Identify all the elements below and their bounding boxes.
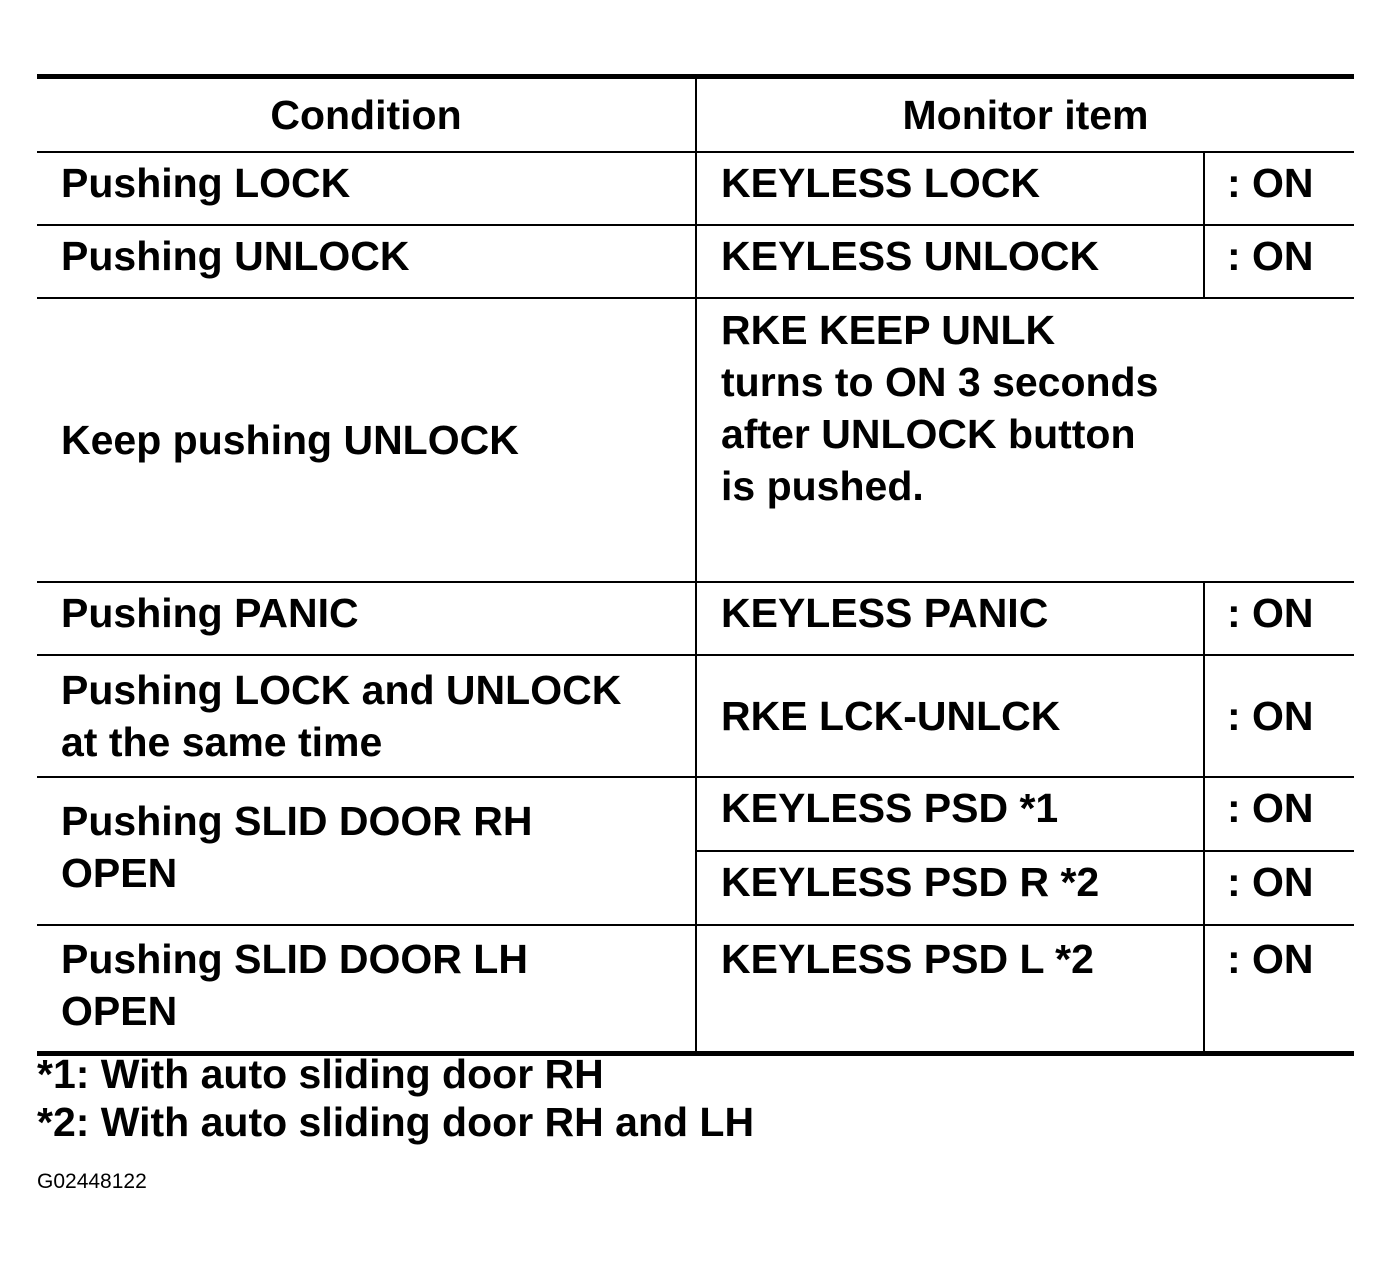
condition-cell: [37, 225, 696, 298]
monitor-item-cell: [696, 152, 1204, 225]
condition-cell: [37, 925, 696, 1054]
table-row: [37, 152, 1354, 225]
condition-text: Pushing SLID DOOR RH: [61, 798, 533, 844]
value-cell: : ON: [1204, 655, 1354, 777]
header-monitor-item: Monitor item: [902, 92, 1149, 138]
footnote: *1: With auto sliding door RH: [37, 1051, 604, 1097]
monitor-item-text: KEYLESS PSD *1: [721, 785, 1059, 831]
table-row: [37, 298, 1354, 582]
condition-text: Pushing UNLOCK: [61, 233, 410, 279]
header-condition: Condition: [37, 77, 696, 153]
condition-text: Pushing LOCK and UNLOCK: [61, 667, 622, 713]
value-cell: : ON: [1204, 851, 1354, 925]
condition-cell: [37, 298, 696, 582]
value-cell: : ON: [1204, 925, 1354, 1054]
condition-text: Pushing SLID DOOR LH: [61, 936, 528, 982]
table-row: [37, 582, 1354, 655]
monitor-item-text: after UNLOCK button: [721, 411, 1136, 457]
condition-text: Keep pushing UNLOCK: [61, 417, 519, 463]
monitor-item-text: turns to ON 3 seconds: [721, 359, 1159, 405]
table-row: [37, 225, 1354, 298]
monitor-item-text: RKE KEEP UNLK: [721, 307, 1056, 353]
value-cell: : ON: [1204, 152, 1354, 225]
condition-text: OPEN: [61, 850, 178, 896]
monitor-item-cell: [696, 925, 1204, 1054]
value-cell: : ON: [1204, 777, 1354, 851]
footnote: *2: With auto sliding door RH and LH: [37, 1099, 755, 1145]
monitor-item-cell: [696, 851, 1204, 925]
condition-cell: [37, 152, 696, 225]
table-row: [37, 777, 1354, 851]
monitor-item-text: is pushed.: [721, 463, 924, 509]
condition-text: at the same time: [61, 719, 383, 765]
value-cell: : ON: [1204, 582, 1354, 655]
monitor-item-cell: [696, 582, 1204, 655]
monitor-item-cell: [696, 225, 1204, 298]
monitor-item-text: KEYLESS PANIC: [721, 590, 1049, 636]
monitor-item-text: KEYLESS PSD L *2: [721, 936, 1094, 982]
monitor-table: [37, 74, 1354, 1056]
monitor-item-text: RKE LCK-UNLCK: [721, 693, 1061, 739]
monitor-item-text: KEYLESS UNLOCK: [721, 233, 1100, 279]
monitor-item-cell: [696, 777, 1204, 851]
condition-text: Pushing PANIC: [61, 590, 359, 636]
condition-cell: [37, 582, 696, 655]
condition-text: Pushing LOCK: [61, 160, 351, 206]
monitor-item-cell: [696, 655, 1204, 777]
monitor-item-cell: [696, 298, 1354, 582]
table-header-row: [37, 77, 1354, 153]
table-row: [37, 655, 1354, 777]
footnotes: [37, 1050, 754, 1146]
condition-cell: [37, 655, 696, 777]
monitor-item-text: KEYLESS PSD R *2: [721, 859, 1100, 905]
condition-text: OPEN: [61, 988, 178, 1034]
monitor-item-text: KEYLESS LOCK: [721, 160, 1040, 206]
condition-cell: [37, 777, 696, 925]
figure-id: G02448122: [37, 1170, 147, 1193]
value-cell: : ON: [1204, 225, 1354, 298]
table-row: [37, 925, 1354, 1054]
